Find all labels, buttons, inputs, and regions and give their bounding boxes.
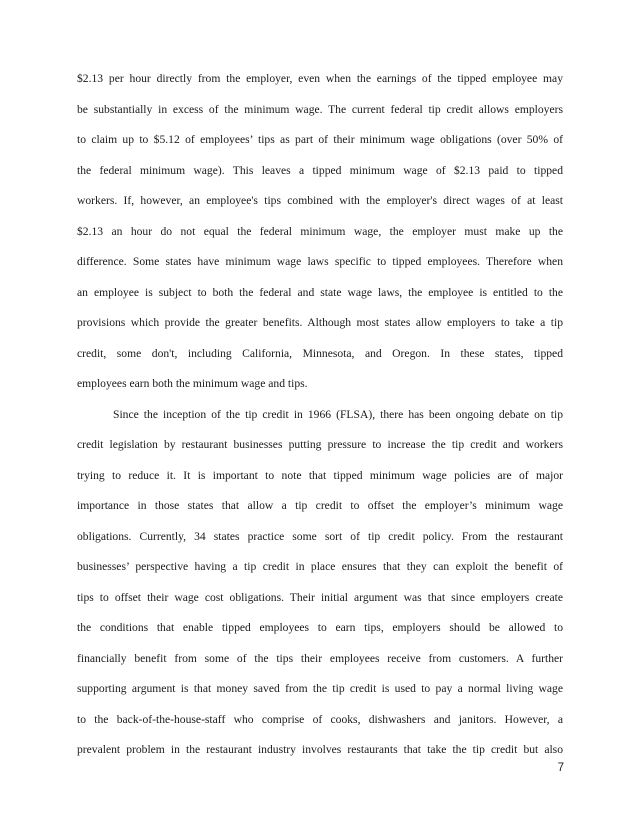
text-line: financially benefit from some of the tips their employees receive from customers. A further [77,651,563,665]
text-line: provisions which provide the greater benefits. Although most states allow employers to take a tip [77,316,563,329]
text-line: to the back-of-the-house-staff who comprise of cooks, dishwashers and janitors. However, a [77,712,563,726]
text-line: an employee is subject to both the federal and state wage laws, the employee is entitled to the [77,285,563,299]
text-line: trying to reduce it. It is important to note that tipped minimum wage policies are of major [77,468,563,482]
text-line: credit legislation by restaurant businesses putting pressure to increase the tip credit and workers [77,438,563,451]
text-line: $2.13 an hour do not equal the federal minimum wage, the employer must make up the [77,224,563,238]
text-line: to claim up to $5.12 of employees’ tips as part of their minimum wage obligations (over 50% of [77,133,563,146]
text-line: be substantially in excess of the minimum wage. The current federal tip credit allows employers [77,102,563,116]
text-line: businesses’ perspective having a tip credit in place ensures that they can exploit the benefit of [77,560,563,573]
page-number: 7 [557,762,564,774]
text-line: the conditions that enable tipped employees to earn tips, employers should be allowed to [77,621,563,634]
text-line: prevalent problem in the restaurant industry involves restaurants that take the tip credit but also [77,743,563,756]
text-line: difference. Some states have minimum wage laws specific to tipped employees. Therefore when [77,255,563,268]
text-line: obligations. Currently, 34 states practice some sort of tip credit policy. From the restaurant [77,529,563,543]
body-text [77,64,563,766]
text-line: $2.13 per hour directly from the employer, even when the earnings of the tipped employee may [77,72,563,85]
text-line: workers. If, however, an employee's tips combined with the employer's direct wages of at least [77,194,563,207]
text-line: importance in those states that allow a tip credit to offset the employer’s minimum wage [77,499,563,512]
text-line: credit, some don't, including California, Minnesota, and Oregon. In these states, tipped [77,346,563,360]
paragraph-2 [77,400,563,766]
text-line: employees earn both the minimum wage and tips. [77,377,308,390]
paragraph-1 [77,64,563,400]
text-line: the federal minimum wage). This leaves a tipped minimum wage of $2.13 paid to tipped [77,163,563,177]
text-line: supporting argument is that money saved from the tip credit is used to pay a normal living wage [77,682,563,695]
text-line: Since the inception of the tip credit in 1966 (FLSA), there has been ongoing debate on tip [113,407,563,421]
text-line: tips to offset their wage cost obligations. Their initial argument was that since employers create [77,590,563,604]
